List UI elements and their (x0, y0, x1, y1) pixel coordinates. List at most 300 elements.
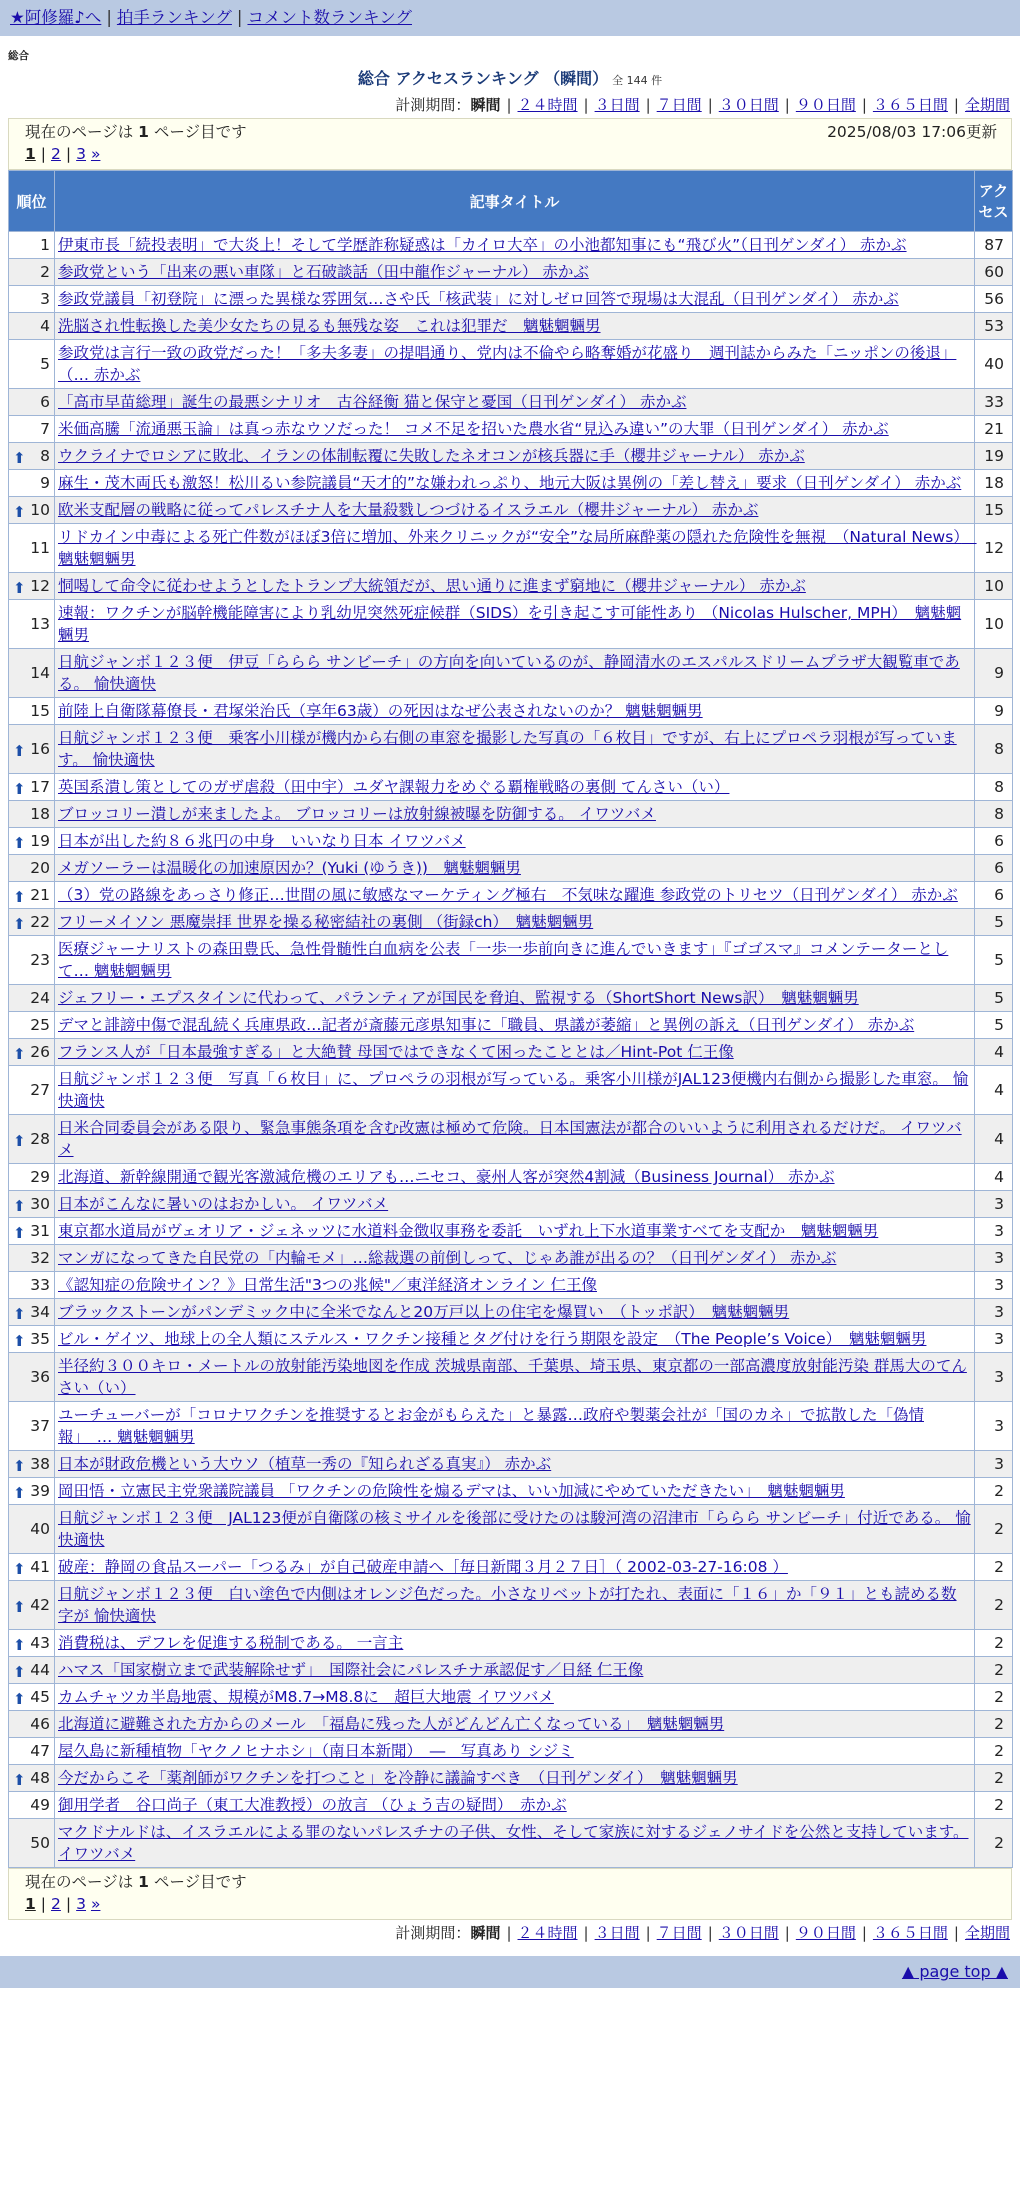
article-link[interactable]: 破産：静岡の食品スーパー「つるみ」が自己破産申請へ［毎日新聞３月２７日］（ 2002-03-27-16:08 ） (58, 1558, 788, 1576)
access-count: 5 (975, 985, 1013, 1012)
title-cell (55, 649, 975, 698)
table-row (9, 649, 1013, 698)
title-cell (55, 1218, 975, 1245)
next-page-link[interactable]: » (90, 1895, 101, 1913)
period-link[interactable]: ３６５日間 (872, 1924, 948, 1942)
period-link[interactable]: ２４時間 (517, 1924, 578, 1942)
table-row (9, 1353, 1013, 1402)
article-link[interactable]: 日航ジャンボ１２３便 乗客小川様が機内から右側の車窓を撮影した写真の「６枚目」ですが、右上にプロペラ羽根が写っています。 愉快適快 (58, 729, 957, 769)
title-cell (55, 1272, 975, 1299)
rank-number: 42 (30, 1596, 50, 1614)
access-count: 3 (975, 1191, 1013, 1218)
rank-cell (9, 1451, 55, 1478)
rank-cell (9, 909, 55, 936)
table-row (9, 1272, 1013, 1299)
title-cell (55, 470, 975, 497)
article-link[interactable]: 日航ジャンボ１２３便 JAL123便が自衛隊の核ミサイルを後部に受けたのは駿河湾の沼津市「ららら サンビーチ」付近である。 愉快適快 (58, 1509, 971, 1549)
article-link[interactable]: カムチャツカ半島地震、規模がM8.7→M8.8に 超巨大地震 イワツバメ (58, 1688, 554, 1706)
title-cell (55, 1039, 975, 1066)
rank-up-arrow-icon: ⬆ (13, 1690, 26, 1708)
table-row (9, 313, 1013, 340)
rank-number: 12 (30, 577, 50, 595)
title-cell (55, 340, 975, 389)
article-link[interactable]: 岡田悟・立憲民主党衆議院議員 「ワクチンの危険性を煽るデマは、いい加減にやめていただきたい」 魑魅魍魎男 (58, 1482, 845, 1500)
rank-number: 18 (30, 805, 50, 823)
table-row (9, 774, 1013, 801)
article-link[interactable]: 日航ジャンボ１２３便 白い塗色で内側はオレンジ色だった。小さなリベットが打たれ、表面に「１６」か「９１」とも読める数字が 愉快適快 (58, 1585, 957, 1625)
title-cell (55, 1164, 975, 1191)
period-link[interactable]: ９０日間 (795, 96, 856, 114)
period-current: 瞬間 (470, 96, 501, 114)
title-cell (55, 1792, 975, 1819)
rank-cell (9, 389, 55, 416)
period-link[interactable]: ３日間 (594, 1924, 640, 1942)
title-cell (55, 1245, 975, 1272)
title-cell (55, 725, 975, 774)
rank-cell (9, 443, 55, 470)
rank-cell (9, 882, 55, 909)
period-link[interactable]: 全期間 (964, 1924, 1010, 1942)
article-link[interactable]: ブロッコリー潰しが来ましたよ。 ブロッコリーは放射線被曝を防御する。 イワツバメ (58, 805, 656, 823)
title-cell (55, 1684, 975, 1711)
separator: | (65, 1895, 72, 1913)
page-current: 1 (25, 1895, 36, 1913)
rank-number: 50 (30, 1834, 50, 1852)
title-cell (55, 389, 975, 416)
rank-number: 49 (30, 1796, 50, 1814)
page-top-link[interactable]: ▲ page top ▲ (901, 1962, 1008, 1981)
rank-number: 1 (40, 236, 50, 254)
access-count: 2 (975, 1819, 1013, 1868)
period-link[interactable]: ２４時間 (517, 96, 578, 114)
rank-number: 20 (30, 859, 50, 877)
rank-up-arrow-icon: ⬆ (13, 1457, 26, 1475)
rank-cell (9, 801, 55, 828)
total-count: 全 144 件 (612, 74, 663, 87)
article-link[interactable]: （3）党の路線をあっさり修正…世間の風に敏感なマーケティング極右 不気味な躍進 参政党のトリセツ（日刊ゲンダイ） 赤かぶ (58, 886, 958, 904)
rank-up-arrow-icon: ⬆ (13, 1045, 26, 1063)
table-row (9, 1326, 1013, 1353)
article-link[interactable]: デマと誹謗中傷で混乱続く兵庫県政…記者が斎藤元彦県知事に「職員、県議が萎縮」と異例の訴え（日刊ゲンダイ） 赤かぶ (58, 1016, 915, 1034)
rank-up-arrow-icon: ⬆ (13, 503, 26, 521)
page-title: 総合 アクセスランキング （瞬間） (357, 69, 609, 88)
period-link[interactable]: ７日間 (656, 1924, 702, 1942)
access-count: 9 (975, 649, 1013, 698)
table-row (9, 600, 1013, 649)
rank-cell (9, 470, 55, 497)
rank-number: 13 (30, 615, 50, 633)
title-cell (55, 1630, 975, 1657)
rank-number: 21 (30, 886, 50, 904)
access-count: 6 (975, 882, 1013, 909)
access-count: 40 (975, 340, 1013, 389)
table-row (9, 340, 1013, 389)
table-row (9, 1792, 1013, 1819)
article-link[interactable]: 日本がこんなに暑いのはおかしい。 イワツバメ (58, 1195, 389, 1213)
rank-cell (9, 313, 55, 340)
access-count: 6 (975, 828, 1013, 855)
title-cell (55, 443, 975, 470)
access-count: 10 (975, 600, 1013, 649)
table-row (9, 1819, 1013, 1868)
page-links (25, 143, 997, 165)
table-row (9, 1164, 1013, 1191)
separator: | (861, 96, 867, 114)
article-link[interactable]: 英国系潰し策としてのガザ虐殺（田中宇）ユダヤ課報力をめぐる覇権戦略の裏側 てんさい（い） (58, 778, 730, 796)
title-cell (55, 1819, 975, 1868)
rank-up-arrow-icon: ⬆ (13, 742, 26, 760)
rank-cell (9, 286, 55, 313)
rank-number: 19 (30, 832, 50, 850)
rank-cell (9, 936, 55, 985)
separator: | (707, 1924, 713, 1942)
top-nav: ★阿修羅♪へ | 拍手ランキング | コメント数ランキング (0, 0, 1020, 36)
article-link[interactable]: 参政党議員「初登院」に漂った異様な雰囲気…さや氏「核武装」に対しゼロ回答で現場は大混乱（日刊ゲンダイ） 赤かぶ (58, 290, 899, 308)
access-count: 18 (975, 470, 1013, 497)
page-link[interactable]: 2 (51, 1895, 61, 1913)
article-link[interactable]: 日米合同委員会がある限り、緊急事態条項を含む改憲は極めて危険。日本国憲法が都合のいいように利用されるだけだ。 イワツバメ (58, 1119, 962, 1159)
rank-up-arrow-icon: ⬆ (13, 1598, 26, 1616)
table-row (9, 470, 1013, 497)
rank-number: 24 (30, 989, 50, 1007)
access-count: 5 (975, 936, 1013, 985)
article-link[interactable]: メガソーラーは温暖化の加速原因か？(Yuki (ゆうき)) 魑魅魍魎男 (58, 859, 521, 877)
table-row (9, 1554, 1013, 1581)
article-link[interactable]: 「高市早苗総理」誕生の最悪シナリオ 古谷経衡 猫と保守と憂国（日刊ゲンダイ） 赤かぶ (58, 393, 687, 411)
current-page-text: 現在のページは 1 ページ目です (25, 1873, 247, 1891)
period-link[interactable]: ３日間 (594, 96, 640, 114)
pager-bottom (8, 1868, 1012, 1920)
article-link[interactable]: 北海道、新幹線開通で観光客激減危機のエリアも…ニセコ、豪州人客が突然4割減（Business Journal） 赤かぶ (58, 1168, 835, 1186)
article-link[interactable]: フランス人が「日本最強すぎる」と大絶賛 母国ではできなくて困ったこととは／Hint-Pot 仁王像 (58, 1043, 734, 1061)
title-cell (55, 232, 975, 259)
current-page-text: 現在のページは 1 ページ目です (25, 123, 247, 141)
access-count: 2 (975, 1630, 1013, 1657)
title-cell (55, 801, 975, 828)
table-row (9, 1581, 1013, 1630)
table-row (9, 1451, 1013, 1478)
page-links (25, 1893, 997, 1915)
access-count: 4 (975, 1039, 1013, 1066)
rank-cell (9, 1738, 55, 1765)
title-cell (55, 1711, 975, 1738)
article-link[interactable]: 伊東市長「続投表明」で大炎上！そして学歴詐称疑惑は「カイロ大卒」の小池都知事にも“飛び火”（日刊ゲンダイ） 赤かぶ (58, 236, 907, 254)
rank-number: 48 (30, 1769, 50, 1787)
rank-cell (9, 1299, 55, 1326)
article-link[interactable]: 欧米支配層の戦略に従ってパレスチナ人を大量殺戮しつづけるイスラエル（櫻井ジャーナル） 赤かぶ (58, 501, 759, 519)
table-row (9, 443, 1013, 470)
period-label: 計測期間： (395, 1924, 471, 1942)
title-cell (55, 1478, 975, 1505)
title-cell (55, 1581, 975, 1630)
table-row (9, 524, 1013, 573)
rank-cell (9, 649, 55, 698)
article-link[interactable]: ビル・ゲイツ、地球上の全人類にステルス・ワクチン接種とタグ付けを行う期限を設定 （The People’s Voice） 魑魅魍魎男 (58, 1330, 927, 1348)
separator: | (953, 1924, 959, 1942)
rank-cell (9, 828, 55, 855)
rank-number: 4 (40, 317, 50, 335)
rank-cell (9, 1402, 55, 1451)
article-link[interactable]: リドカイン中毒による死亡件数がほぼ3倍に増加、外来クリニックが“安全”な局所麻酔薬の隠れた危険性を無視 （Natural News） 魑魅魍魎男 (58, 528, 977, 568)
table-row (9, 698, 1013, 725)
separator: | (40, 1895, 47, 1913)
article-link[interactable]: 米価高騰「流通悪玉論」は真っ赤なウソだった！ コメ不足を招いた農水省“見込み違い”の大罪（日刊ゲンダイ） 赤かぶ (58, 420, 889, 438)
period-link[interactable]: ３０日間 (718, 1924, 779, 1942)
rank-number: 29 (30, 1168, 50, 1186)
rank-cell (9, 1657, 55, 1684)
access-count: 5 (975, 1012, 1013, 1039)
article-link[interactable]: 恫喝して命令に従わせようとしたトランプ大統領だが、思い通りに進まず窮地に（櫻井ジャーナル） 赤かぶ (58, 577, 806, 595)
title-cell (55, 882, 975, 909)
article-link[interactable]: マンガになってきた自民党の「内輪モメ」…総裁選の前倒しって、じゃあ誰が出るの？（日刊ゲンダイ） 赤かぶ (58, 1249, 837, 1267)
access-count: 10 (975, 573, 1013, 600)
rank-up-arrow-icon: ⬆ (13, 1484, 26, 1502)
access-count: 2 (975, 1478, 1013, 1505)
article-link[interactable]: 消費税は、デフレを促進する税制である。 一言主 (58, 1634, 404, 1652)
title-cell (55, 1554, 975, 1581)
access-count: 56 (975, 286, 1013, 313)
access-count: 2 (975, 1711, 1013, 1738)
article-link[interactable]: 今だからこそ「薬剤師がワクチンを打つこと」を冷静に議論すべき （日刊ゲンダイ） 魑魅魍魎男 (58, 1769, 738, 1787)
rank-number: 35 (30, 1330, 50, 1348)
rank-cell (9, 524, 55, 573)
table-row (9, 1765, 1013, 1792)
article-link[interactable]: ブラックストーンがパンデミック中に全米でなんと20万戸以上の住宅を爆買い （トッポ訳） 魑魅魍魎男 (58, 1303, 790, 1321)
access-count: 2 (975, 1792, 1013, 1819)
article-link[interactable]: ジェフリー・エプスタインに代わって、パランティアが国民を脅迫、監視する（ShortShort News訳） 魑魅魍魎男 (58, 989, 859, 1007)
rank-cell (9, 1245, 55, 1272)
footer-nav (0, 1956, 1020, 1988)
rank-number: 45 (30, 1688, 50, 1706)
title-cell (55, 1451, 975, 1478)
article-link[interactable]: 日航ジャンボ１２３便 伊豆「ららら サンビーチ」の方向を向いているのが、静岡清水のエスパルスドリームプラザ大観覧車である。 愉快適快 (58, 653, 960, 693)
ranking-table (8, 170, 1013, 1868)
rank-up-arrow-icon: ⬆ (13, 1663, 26, 1681)
rank-cell (9, 1272, 55, 1299)
title-cell (55, 828, 975, 855)
rank-cell (9, 1218, 55, 1245)
article-link[interactable]: 前陸上自衛隊幕僚長・君塚栄治氏（享年63歳）の死因はなぜ公表されないのか？ 魑魅魍魎男 (58, 702, 703, 720)
article-link[interactable]: 日航ジャンボ１２３便 写真「６枚目」に、プロペラの羽根が写っている。乗客小川様がJAL123便機内右側から撮影した車窓。 愉快適快 (58, 1070, 969, 1110)
title-cell (55, 259, 975, 286)
access-count: 2 (975, 1738, 1013, 1765)
title-cell (55, 909, 975, 936)
period-link[interactable]: 全期間 (964, 96, 1010, 114)
rank-cell (9, 259, 55, 286)
table-row (9, 1478, 1013, 1505)
access-count: 2 (975, 1657, 1013, 1684)
rank-number: 36 (30, 1368, 50, 1386)
article-link[interactable]: ウクライナでロシアに敗北、イランの体制転覆に失敗したネオコンが核兵器に手（櫻井ジャーナル） 赤かぶ (58, 447, 805, 465)
title-cell (55, 1299, 975, 1326)
article-link[interactable]: 参政党は言行一致の政党だった！「多夫多妻」の提唱通り、党内は不倫やら略奪婚が花盛り 週刊誌からみた「ニッポンの後退」（… 赤かぶ (58, 344, 957, 384)
rank-number: 17 (30, 778, 50, 796)
period-link[interactable]: ９０日間 (795, 1924, 856, 1942)
article-link[interactable]: 半径約３００キロ・メートルの放射能汚染地図を作成 茨城県南部、千葉県、埼玉県、東京都の一部高濃度放射能汚染 群馬大のてんさい（い） (58, 1357, 967, 1397)
access-count: 19 (975, 443, 1013, 470)
title-cell (55, 524, 975, 573)
page-link[interactable]: 3 (76, 145, 87, 163)
access-count: 53 (975, 313, 1013, 340)
period-link[interactable]: ７日間 (656, 96, 702, 114)
rank-number: 38 (30, 1455, 50, 1473)
rank-number: 14 (30, 664, 50, 682)
rank-number: 28 (30, 1130, 50, 1148)
rank-cell (9, 1684, 55, 1711)
home-link[interactable]: ★阿修羅♪へ (10, 8, 102, 27)
separator: | (645, 96, 651, 114)
rank-cell (9, 1164, 55, 1191)
genre-label: 総合 (8, 50, 29, 62)
article-link[interactable]: 日本が出した約８６兆円の中身 いいなり日本 イワツバメ (58, 832, 466, 850)
page-link[interactable]: 3 (76, 1895, 87, 1913)
table-row (9, 389, 1013, 416)
table-row (9, 259, 1013, 286)
title-cell (55, 573, 975, 600)
article-link[interactable]: 医療ジャーナリストの森田豊氏、急性骨髄性白血病を公表「一歩一歩前向きに進んでいきます」『ゴゴスマ』コメンテーターとして… 魑魅魍魎男 (58, 940, 949, 980)
access-count: 3 (975, 1402, 1013, 1451)
access-count: 2 (975, 1505, 1013, 1554)
title-cell (55, 1191, 975, 1218)
rank-number: 5 (40, 355, 50, 373)
article-link[interactable]: 御用学者 谷口尚子（東工大准教授）の放言 （ひょう吉の疑問） 赤かぶ (58, 1796, 567, 1814)
table-row (9, 286, 1013, 313)
updated-time: 2025/08/03 17:06更新 (827, 123, 997, 141)
table-row (9, 1738, 1013, 1765)
access-count: 3 (975, 1299, 1013, 1326)
rank-number: 43 (30, 1634, 50, 1652)
title-cell (55, 698, 975, 725)
rank-cell (9, 1191, 55, 1218)
period-link[interactable]: ３０日間 (718, 96, 779, 114)
title-cell (55, 985, 975, 1012)
article-link[interactable]: 屋久島に新種植物「ヤクノヒナホシ」（南日本新聞） ― 写真あり シジミ (58, 1742, 574, 1760)
article-link[interactable]: 麻生・茂木両氏も激怒！松川るい参院議員“天才的”な嫌われっぷり、地元大阪は異例の「差し替え」要求（日刊ゲンダイ） 赤かぶ (58, 474, 962, 492)
rank-number: 15 (30, 702, 50, 720)
period-label: 計測期間： (395, 96, 471, 114)
title-cell (55, 1353, 975, 1402)
rank-cell (9, 1711, 55, 1738)
pager (8, 118, 1012, 170)
rank-number: 10 (30, 501, 50, 519)
rank-cell (9, 340, 55, 389)
title-cell (55, 855, 975, 882)
rank-cell (9, 698, 55, 725)
rank-number: 46 (30, 1715, 50, 1733)
article-link[interactable]: ユーチューバーが「コロナワクチンを推奨するとお金がもらえた」と暴露…政府や製薬会社が「国のカネ」で拡散した「偽情報」 … 魑魅魍魎男 (58, 1406, 924, 1446)
rank-number: 3 (40, 290, 50, 308)
rank-cell (9, 1630, 55, 1657)
table-row (9, 232, 1013, 259)
rank-up-arrow-icon: ⬆ (13, 1197, 26, 1215)
rank-cell (9, 1066, 55, 1115)
current-page-number: 1 (138, 1873, 149, 1891)
separator: | (65, 145, 72, 163)
rank-up-arrow-icon: ⬆ (13, 1636, 26, 1654)
table-row (9, 416, 1013, 443)
rank-up-arrow-icon: ⬆ (13, 888, 26, 906)
table-row (9, 1039, 1013, 1066)
article-link[interactable]: 日本が財政危機という大ウソ（植草一秀の『知られざる真実』） 赤かぶ (58, 1455, 552, 1473)
rank-cell (9, 1819, 55, 1868)
title-cell (55, 1115, 975, 1164)
article-link[interactable]: 参政党という「出来の悪い車隊」と石破談話（田中龍作ジャーナル） 赤かぶ (58, 263, 589, 281)
title-cell (55, 1066, 975, 1115)
separator: | (707, 96, 713, 114)
table-row (9, 725, 1013, 774)
rank-number: 8 (40, 447, 50, 465)
rank-up-arrow-icon: ⬆ (13, 449, 26, 467)
table-row (9, 1684, 1013, 1711)
rank-cell (9, 573, 55, 600)
rank-number: 37 (30, 1417, 50, 1435)
article-link[interactable]: ハマス「国家樹立まで武装解除せず」 国際社会にパレスチナ承認促す／日経 仁王像 (58, 1661, 644, 1679)
rank-cell (9, 1792, 55, 1819)
article-link[interactable]: 速報：ワクチンが脳幹機能障害により乳幼児突然死症候群（SIDS）を引き起こす可能性あり （Nicolas Hulscher, MPH） 魑魅魍魎男 (58, 604, 962, 644)
rank-number: 39 (30, 1482, 50, 1500)
table-row (9, 801, 1013, 828)
table-row (9, 1115, 1013, 1164)
comment-ranking-link[interactable]: コメント数ランキング (247, 8, 412, 27)
access-count: 4 (975, 1115, 1013, 1164)
rank-cell (9, 1326, 55, 1353)
title-cell (55, 1657, 975, 1684)
period-link[interactable]: ３６５日間 (872, 96, 948, 114)
rank-number: 32 (30, 1249, 50, 1267)
rank-number: 26 (30, 1043, 50, 1061)
title-cell (55, 1402, 975, 1451)
article-link[interactable]: 東京都水道局がヴェオリア・ジェネッツに水道料金徴収事務を委託 いずれ上下水道事業すべてを支配か 魑魅魍魎男 (58, 1222, 879, 1240)
separator: | (953, 96, 959, 114)
access-count: 3 (975, 1353, 1013, 1402)
article-link[interactable]: マクドナルドは、イスラエルによる罪のないパレスチナの子供、女性、そして家族に対するジェノサイドを公然と支持しています。 イワツバメ (58, 1823, 969, 1863)
rank-cell (9, 774, 55, 801)
rank-up-arrow-icon: ⬆ (13, 1132, 26, 1150)
rank-up-arrow-icon: ⬆ (13, 1332, 26, 1350)
title-cell (55, 936, 975, 985)
clap-ranking-link[interactable]: 拍手ランキング (116, 8, 232, 27)
title-cell (55, 600, 975, 649)
rank-number: 30 (30, 1195, 50, 1213)
page-link[interactable]: 2 (51, 145, 61, 163)
separator: | (784, 96, 790, 114)
access-count: 15 (975, 497, 1013, 524)
rank-cell (9, 1581, 55, 1630)
access-count: 8 (975, 801, 1013, 828)
article-link[interactable]: 洗脳され性転換した美少女たちの見るも無残な姿 これは犯罪だ 魑魅魍魎男 (58, 317, 601, 335)
rank-up-arrow-icon: ⬆ (13, 1224, 26, 1242)
next-page-link[interactable]: » (90, 145, 101, 163)
rank-number: 31 (30, 1222, 50, 1240)
rank-number: 16 (30, 740, 50, 758)
table-row (9, 828, 1013, 855)
access-count: 8 (975, 725, 1013, 774)
title-cell (55, 1326, 975, 1353)
access-count: 2 (975, 1684, 1013, 1711)
separator: | (784, 1924, 790, 1942)
rank-number: 7 (40, 420, 50, 438)
table-row (9, 1402, 1013, 1451)
access-count: 87 (975, 232, 1013, 259)
table-row (9, 909, 1013, 936)
article-link[interactable]: フリーメイソン 悪魔崇拝 世界を操る秘密結社の裏側 （街録ch） 魑魅魍魎男 (58, 913, 594, 931)
table-row (9, 497, 1013, 524)
article-link[interactable]: 《認知症の危険サイン？》日常生活"3つの兆候"／東洋経済オンライン 仁王像 (58, 1276, 597, 1294)
separator: | (583, 1924, 589, 1942)
rank-up-arrow-icon: ⬆ (13, 1771, 26, 1789)
rank-cell (9, 1505, 55, 1554)
article-link[interactable]: 北海道に避難された方からのメール 「福島に残った人がどんどん亡くなっている」 魑魅魍魎男 (58, 1715, 725, 1733)
